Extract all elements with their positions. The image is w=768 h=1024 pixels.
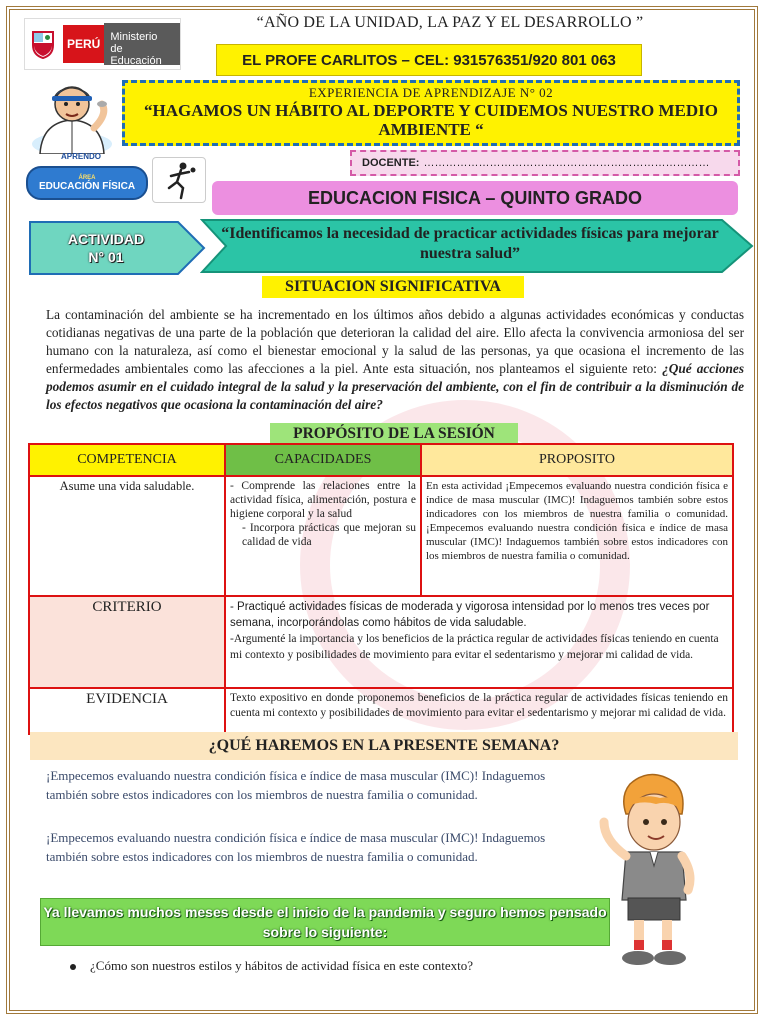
evidencia-label: EVIDENCIA <box>29 688 225 734</box>
activity-title: “Identificamos la necesidad de practicar actividades físicas para mejorar nuestra salud” <box>221 225 719 262</box>
situacion-body: La contaminación del ambiente se ha incrementado en los últimos años debido a algunas actividades económicas y conductas cotidianas negativas de una parte de la población que deterioran la calidad del aire. Ello afecta la convivencia armoniosa del ser humano con la naturaleza, así como el bienestar emocional y la salud de las personas, ya que ocasiona el incremento de las enfermedades ambientales como las afecciones a la piel. Ante esta situación, nos planteamos el siguiente reto: <box>46 307 744 376</box>
experience-number: EXPERIENCIA DE APRENDIZAJE N° 02 <box>308 85 554 100</box>
criterio-1: - Practiqué actividades físicas de moderada y vigorosa intensidad por lo menos tres veces por semana, incorporándolas como hábitos de vida saludable. <box>230 601 710 629</box>
criterio-cell <box>225 596 733 688</box>
evidencia-cell: Texto expositivo en donde proponemos beneficios de la práctica regular de actividades físicas teniendo en cuenta mi contexto y posibilidades de movimiento para evitar el sedentarismo y mejorar mi calidad de vida. <box>225 688 733 734</box>
proposito-title: PROPÓSITO DE LA SESIÓN <box>270 423 518 445</box>
minedu-logo <box>24 18 181 70</box>
proposito-table <box>28 443 734 735</box>
capacidad-2: - Incorpora prácticas que mejoran su calidad de vida <box>242 522 416 548</box>
experience-banner <box>122 80 740 146</box>
list-item <box>70 958 473 974</box>
semana-paragraph-2: ¡Empecemos evaluando nuestra condición física e índice de masa muscular (IMC)! Indaguemos también sobre estos indicadores con los miembros de nuestra familia o comunidad. <box>46 830 546 864</box>
area-pill <box>26 166 148 200</box>
capacidades-cell <box>225 476 421 596</box>
logo-country: PERÚ <box>63 25 104 63</box>
capacidad-1: - Comprende las relaciones entre la actividad física, alimentación, postura e higiene corporal y la salud <box>230 480 416 520</box>
situacion-title: SITUACION SIGNIFICATIVA <box>262 276 524 298</box>
activity-title-banner <box>200 218 756 279</box>
boy-illustration <box>590 770 710 970</box>
runner-icon <box>152 157 206 203</box>
docente-field[interactable] <box>350 150 740 176</box>
activity-label: ACTIVIDAD <box>67 231 145 247</box>
header-competencia: COMPETENCIA <box>29 444 225 476</box>
docente-blank: …………………………………………………………………… <box>423 157 710 169</box>
header-proposito: PROPOSITO <box>421 444 733 476</box>
peru-shield-icon <box>29 27 57 61</box>
semana-title: ¿QUÉ HAREMOS EN LA PRESENTE SEMANA? <box>30 732 738 760</box>
area-label-small: ÁREA <box>78 174 96 181</box>
coach-illustration <box>22 74 122 154</box>
year-motto: “AÑO DE LA UNIDAD, LA PAZ Y EL DESARROLLO ” <box>256 14 644 31</box>
logo-ministry <box>104 23 180 65</box>
teacher-contact: EL PROFE CARLITOS – CEL: 931576351/920 801 063 <box>216 44 642 76</box>
logo-ministry-line2: de Educación <box>110 43 162 67</box>
area-label: EDUCACIÓN FÍSICA <box>38 180 136 192</box>
criterio-label: CRITERIO <box>29 596 225 688</box>
activity-label-group <box>46 230 166 266</box>
docente-label: DOCENTE: <box>362 157 420 169</box>
competencia-cell: Asume una vida saludable. <box>29 476 225 596</box>
pandemia-banner: Ya llevamos muchos meses desde el inicio de la pandemia y seguro hemos pensado sobre lo siguiente: <box>40 898 610 946</box>
table-row <box>29 596 733 688</box>
activity-badge <box>28 220 208 281</box>
situacion-text <box>46 306 744 414</box>
bullet-icon <box>70 964 76 970</box>
table-row <box>29 688 733 734</box>
table-row <box>29 476 733 596</box>
semana-paragraph-1: ¡Empecemos evaluando nuestra condición física e índice de masa muscular (IMC)! Indaguemos también sobre estos indicadores con los miembros de nuestra familia o comunidad. <box>46 768 546 802</box>
activity-number: N° 01 <box>88 249 124 265</box>
logo-ministry-line1: Ministerio <box>110 31 158 43</box>
experience-title: “HAGAMOS UN HÁBITO AL DEPORTE Y CUIDEMOS NUESTRO MEDIO AMBIENTE “ <box>143 101 718 139</box>
situacion-question: ¿Qué acciones podemos asumir en el cuidado integral de la salud y la preservación del ambiente, con el fin de contribuir a la disminución de los efectos negativos que ocasiona la contaminación del aire? <box>46 361 744 412</box>
bullet-text: ¿Cómo son nuestros estilos y hábitos de actividad física en este contexto? <box>90 958 474 973</box>
proposito-cell: En esta actividad ¡Empecemos evaluando nuestra condición física e índice de masa muscular (IMC)! Indaguemos también sobre estos indicadores con los miembros de nuestra familia o comunidad. ¡Empecemos evaluando nuestra condición física e índice de masa muscular (IMC)! Indaguemos también sobre estos indicadores con los miembros de nuestra familia o comunidad. <box>421 476 733 596</box>
header-capacidades: CAPACIDADES <box>225 444 421 476</box>
aprendo-label: APRENDO <box>60 152 101 161</box>
course-title: EDUCACION FISICA – QUINTO GRADO <box>212 181 738 215</box>
criterio-2: -Argumenté la importancia y los beneficios de la práctica regular de actividades físicas teniendo en cuenta mi contexto y posibilidades de movimiento para evitar el sedentarismo y mejorar mi calidad de vida. <box>230 633 719 661</box>
table-header-row <box>29 444 733 476</box>
